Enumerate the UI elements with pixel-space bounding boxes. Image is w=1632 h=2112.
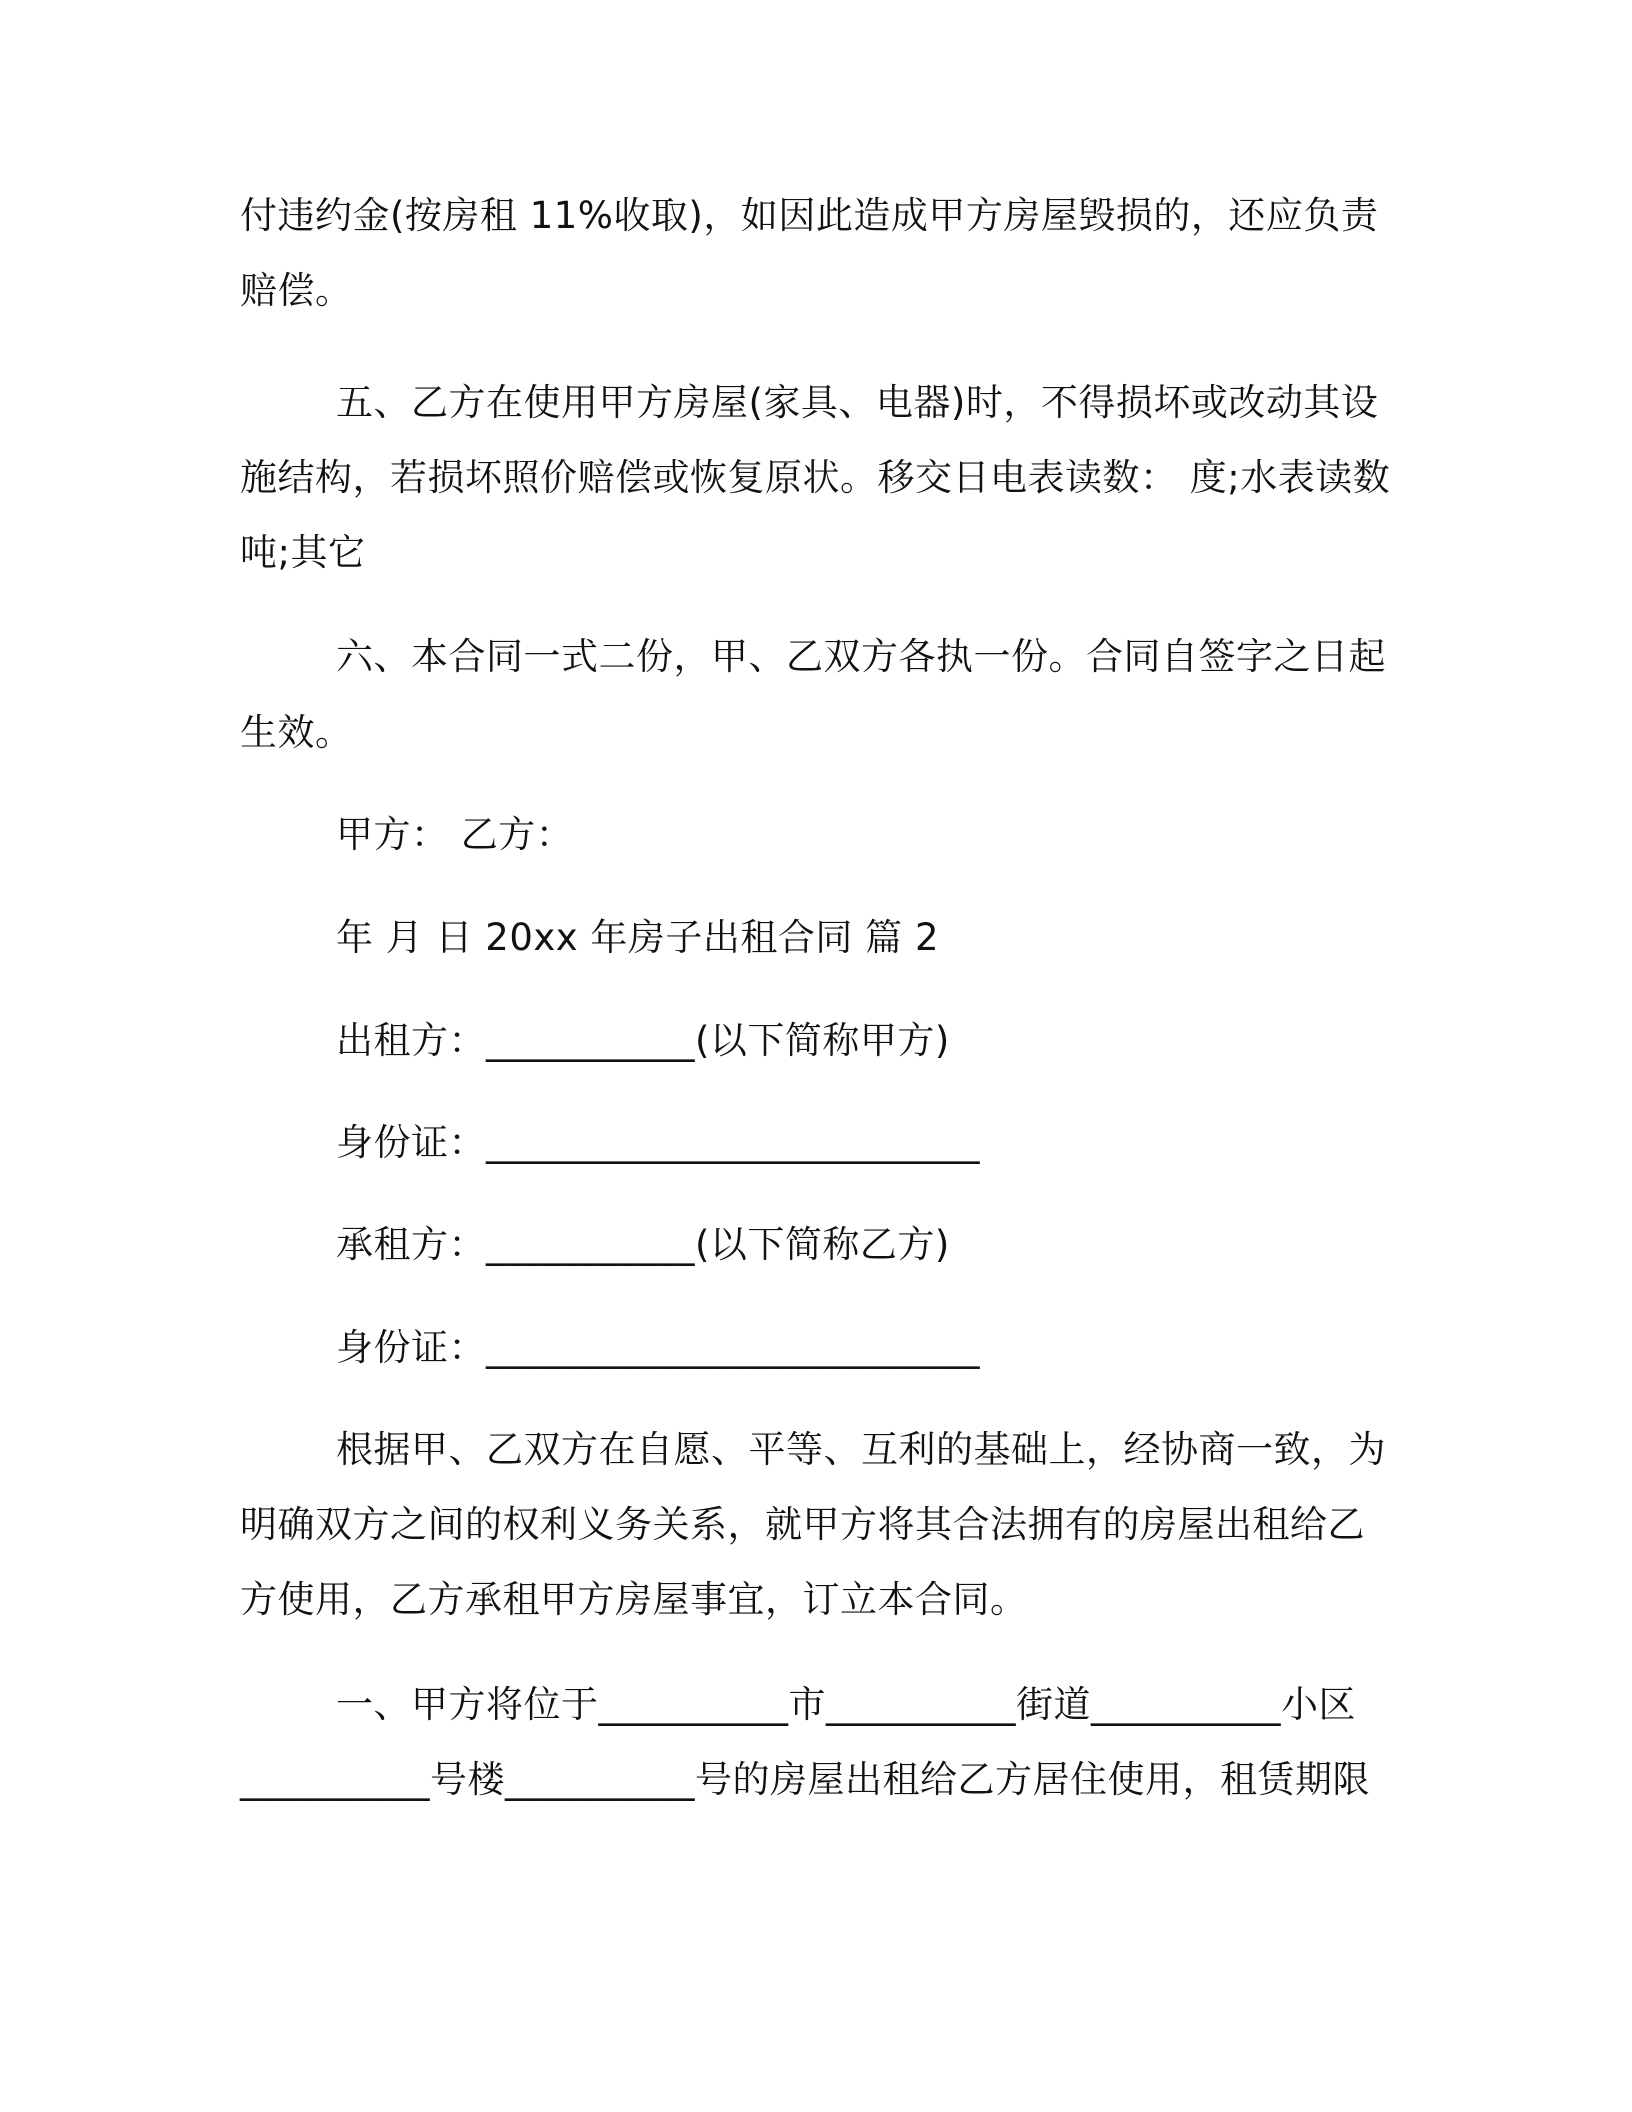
paragraph-line: 根据甲、乙双方在自愿、平等、互利的基础上，经协商一致，为	[336, 1428, 1386, 1471]
paragraph-line: 付违约金(按房租 11%收取)，如因此造成甲方房屋毁损的，还应负责	[240, 194, 1379, 237]
signature-line: 甲方： 乙方：	[336, 813, 574, 856]
paragraph-line: 五、乙方在使用甲方房屋(家具、电器)时，不得损坏或改动其设	[336, 381, 1379, 424]
date-title-line: 年 月 日 20xx 年房子出租合同 篇 2	[336, 916, 939, 959]
paragraph-line: 方使用，乙方承租甲方房屋事宜，订立本合同。	[240, 1578, 1028, 1621]
paragraph-line: 明确双方之间的权利义务关系，就甲方将其合法拥有的房屋出租给乙	[240, 1503, 1365, 1546]
paragraph-line: 生效。	[240, 711, 353, 754]
paragraph-line: 一、甲方将位于__________市__________街道__________小区	[336, 1683, 1356, 1726]
paragraph-line: __________号楼__________号的房屋出租给乙方居住使用，租赁期限	[240, 1758, 1370, 1801]
lessor-id-field: 身份证：__________________________	[336, 1121, 980, 1164]
lessee-id-field: 身份证：__________________________	[336, 1326, 980, 1369]
paragraph-line: 吨;其它	[240, 531, 366, 574]
lessor-field: 出租方：___________(以下简称甲方)	[336, 1019, 950, 1062]
lessee-field: 承租方：___________(以下简称乙方)	[336, 1223, 950, 1266]
paragraph-line: 六、本合同一式二份，甲、乙双方各执一份。合同自签字之日起	[336, 635, 1386, 678]
paragraph-line: 赔偿。	[240, 269, 353, 312]
paragraph-line: 施结构，若损坏照价赔偿或恢复原状。移交日电表读数： 度;水表读数	[240, 456, 1391, 499]
